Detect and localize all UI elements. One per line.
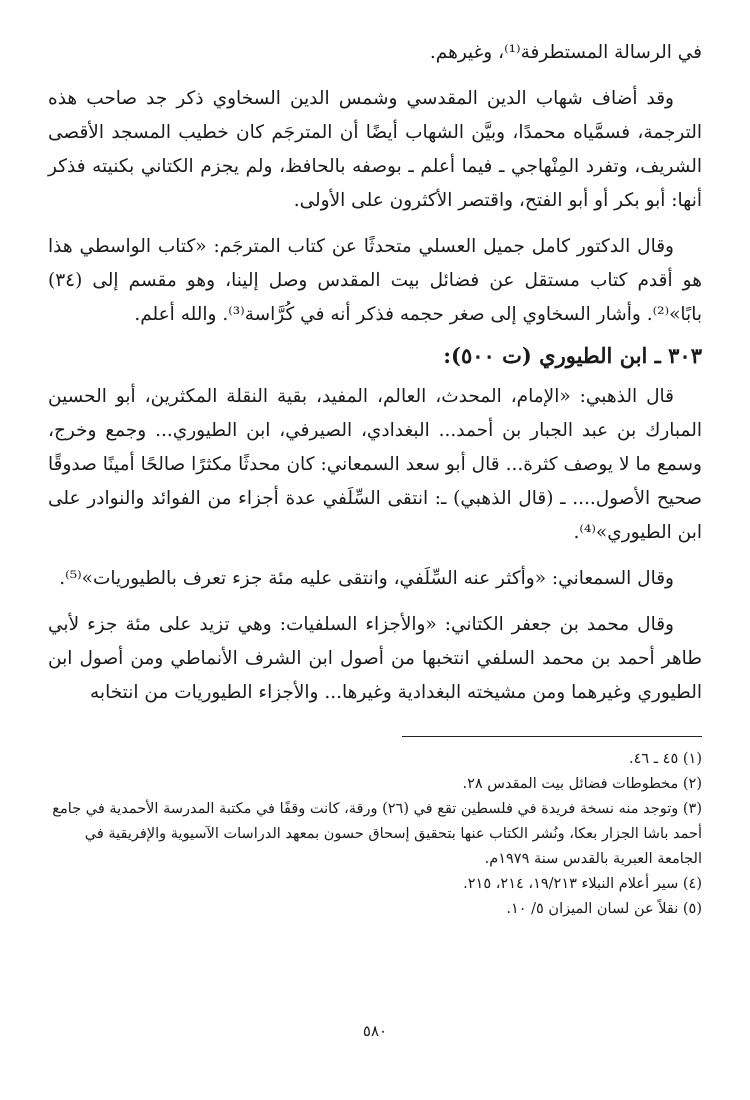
body-paragraph-6: وقال محمد بن جعفر الكتاني: «والأجزاء السلفيات: وهي تزيد على مئة جزء لأبي طاهر أحمد بن محمد السلفي انتخبها من أصول ابن الشرف الأنماطي ومن أصول ابن الطيوري وغيرهما ومن مشيخته البغدادية وغيرها... والأجزاء الطيوريات من انتخابه [48, 614, 702, 703]
page-content [48, 36, 702, 1100]
body-paragraph-4: قال الذهبي: «الإمام، المحدث، العالم، المفيد، بقية النقلة المكثرين، أبو الحسين المبارك بن عبد الجبار بن أحمد... البغدادي، الصيرفي، ابن الطيوري... وجمع وخرج، وسمع ما لا يوصف كثرة... قال أبو سعد السمعاني: كان محدثًا مكثرًا صالحًا أمينًا صدوقًا صحيح الأصول.... ـ (قال الذهبي) ـ: انتقى السِّلَفي عدة أجزاء من الفوائد والنوادر على ابن الطيوري»⁽⁴⁾. [48, 386, 702, 543]
paragraph-gap [48, 70, 702, 82]
footnote-5: (٥) نقلاً عن لسان الميزان ٥/ ١٠. [506, 901, 702, 917]
footnote-3: (٣) وتوجد منه نسخة فريدة في فلسطين تقع في (٢٦) ورقة، كانت وقفًا في مكتبة المدرسة الأحمدية في جامع أحمد باشا الجزار بعكا، ونُشر الكتاب عنها بتحقيق إسحاق حسون بمعهد الدراسات الآسيوية والإفريقية في الجامعة العبرية بالقدس سنة ١٩٧٩م. [52, 801, 702, 867]
paragraph-gap [48, 218, 702, 230]
paragraph-gap [48, 596, 702, 608]
footnote-divider [402, 736, 702, 737]
body-paragraph-3: وقال الدكتور كامل جميل العسلي متحدثًا عن كتاب المترجَم: «كتاب الواسطي هذا هو أقدم كتاب مستقل عن فضائل بيت المقدس وصل إلينا، وهو مقسم إلى (٣٤) بابًا»⁽²⁾. وأشار السخاوي إلى صغر حجمه فذكر أنه في كُرَّاسة⁽³⁾. والله أعلم. [48, 236, 702, 325]
entry-heading: ٣٠٣ ـ ابن الطيوري (ت ٥٠٠): [443, 343, 702, 368]
body-paragraph-2: وقد أضاف شهاب الدين المقدسي وشمس الدين السخاوي ذكر جد صاحب هذه الترجمة، فسمَّياه محمدًا، وبيَّن الشهاب أيضًا أن المترجَم كان خطيب المسجد الأقصى الشريف، وتفرد المِنْهاجي ـ فيما أعلم ـ بوصفه بالحافظ، ولم يجزم الكتاني بكنيته فذكر أنها: أبو بكر أو أبو الفتح، واقتصر الأكثرون على الأولى. [48, 88, 702, 211]
paragraph-gap [48, 550, 702, 562]
footnote-4: (٤) سير أعلام النبلاء ١٩/٢١٣، ٢١٤، ٢١٥. [463, 876, 702, 892]
page-number: ٥٨٠ [362, 1022, 388, 1040]
body-paragraph-5: وقال السمعاني: «وأكثر عنه السِّلَفي، وانتقى عليه مئة جزء تعرف بالطيوريات»⁽⁵⁾. [59, 568, 674, 589]
footnote-1: (١) ٤٥ ـ ٤٦. [629, 751, 702, 767]
footnote-2: (٢) مخطوطات فضائل بيت المقدس ٢٨. [462, 776, 702, 792]
body-paragraph-1: في الرسالة المستطرفة⁽¹⁾، وغيرهم. [429, 42, 702, 63]
